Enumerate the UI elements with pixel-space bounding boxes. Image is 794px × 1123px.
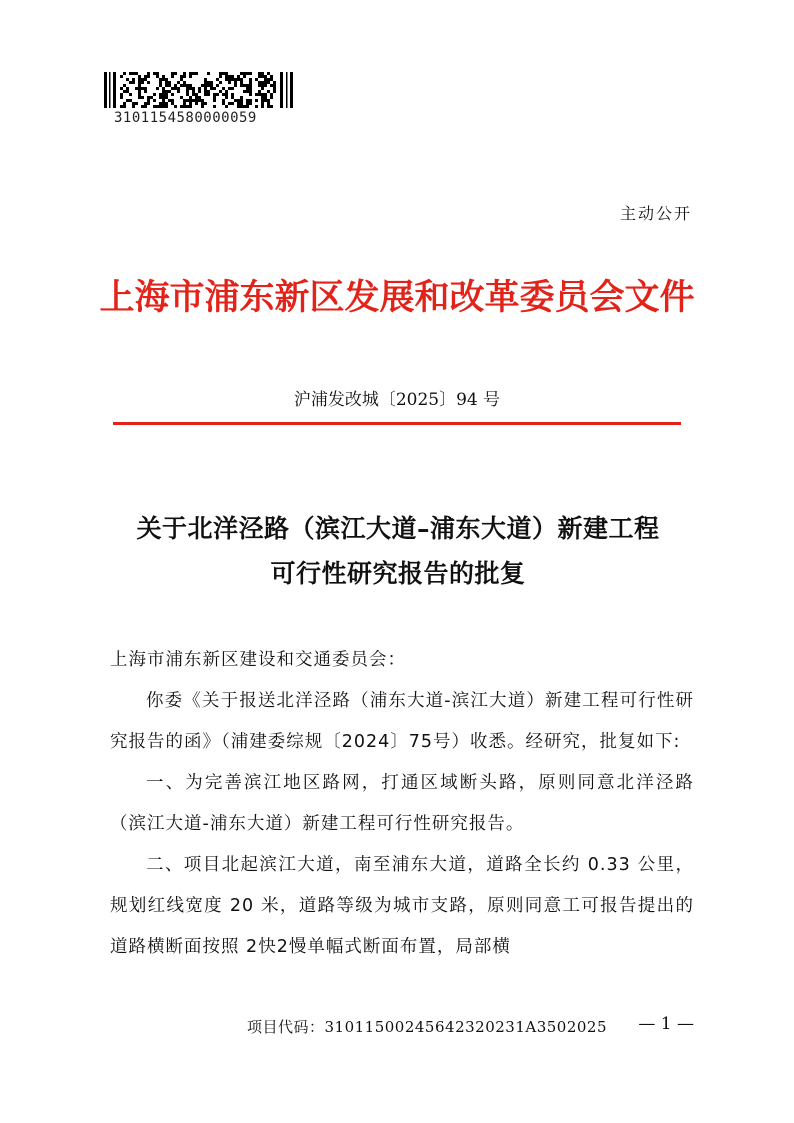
page-number: — 1 —: [638, 1014, 694, 1034]
red-divider-line: [113, 422, 681, 425]
paragraph-2: 一、为完善滨江地区路网，打通区域断头路，原则同意北洋泾路（滨江大道-浦东大道）新建工程可行性研究报告。: [110, 773, 694, 834]
project-code: 项目代码：310115002456423202​31A3502025: [247, 1018, 608, 1036]
barcode-image: [104, 72, 294, 108]
salutation: 上海市浦东新区建设和交通委员会：: [110, 650, 406, 670]
issuing-organization-title: 上海市浦东新区发展和改革委员会文件: [99, 277, 695, 318]
barcode-number: 3101154580000059: [114, 110, 257, 126]
disclosure-label: 主动公开: [619, 204, 692, 223]
document-body: [110, 640, 694, 968]
document-number: 沪浦发改城〔2025〕94 号: [293, 390, 501, 410]
document-title-line-2: 可行性研究报告的批复: [270, 559, 526, 588]
document-title: [98, 506, 698, 596]
paragraph-1: 你委《关于报送北洋泾路（浦东大道-滨江大道）新建工程可行性研究报告的函》（浦建委综规〔2024〕75号）收悉。经研究，批复如下:: [110, 691, 694, 752]
document-title-line-1: 关于北洋泾路（滨江大道–浦东大道）新建工程: [136, 514, 660, 543]
paragraph-3: 二、项目北起滨江大道，南至浦东大道，道路全长约 0.33 公里，规划红线宽度 20 米，道路等级为城市支路，原则同意工可报告提出的道路横断面按照 2快2慢单幅式断面布置，局部横: [110, 855, 694, 957]
